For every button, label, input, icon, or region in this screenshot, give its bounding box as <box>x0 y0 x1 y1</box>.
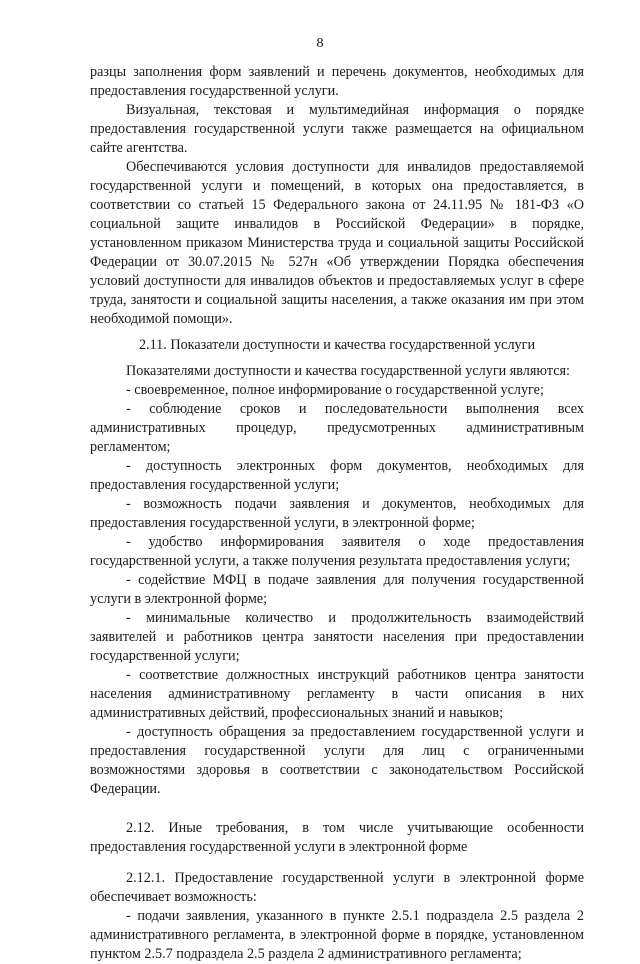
document-body <box>90 63 584 964</box>
section-heading-2-11: 2.11. Показатели доступности и качества государственной услуги <box>138 337 536 353</box>
list-item: - доступность электронных форм документов, необходимых для предоставления государственной услуги; <box>90 458 584 493</box>
list-item: - возможность подачи заявления и документов, необходимых для предоставления государственной услуги, в электронной форме; <box>90 496 584 531</box>
page-number: 8 <box>316 36 324 51</box>
paragraph-visual-info: Визуальная, текстовая и мультимедийная информация о порядке предоставления государственной услуги также размещается на официальном сайте агентства. <box>90 102 584 156</box>
list-item: - соответствие должностных инструкций работников центра занятости населения административному регламенту в части описания в них административных действий, профессиональных знаний и навыков; <box>90 667 584 721</box>
paragraph-indicators-intro: Показателями доступности и качества государственной услуги являются: <box>126 363 570 379</box>
list-item: - соблюдение сроков и последовательности выполнения всех административных процедур, предусмотренных административным регламентом; <box>90 401 584 455</box>
section-heading-2-12: 2.12. Иные требования, в том числе учитывающие особенности предоставления государственной услуги в электронной форме <box>90 820 584 855</box>
list-item: - доступность обращения за предоставлением государственной услуги и предоставления государственной услуги для лиц с ограниченными возможностями здоровья в соответствии с законодательством Российской Федерации. <box>90 724 584 797</box>
list-item: - минимальные количество и продолжительность взаимодействий заявителей и работников центра занятости населения при предоставлении государственной услуги; <box>90 610 584 664</box>
paragraph-2-12-1: 2.12.1. Предоставление государственной услуги в электронной форме обеспечивает возможность: <box>90 870 584 905</box>
paragraph-accessibility: Обеспечиваются условия доступности для инвалидов предоставляемой государственной услуги и помещений, в которых она предоставляется, в соответствии со статьей 15 Федерального закона от 24.11.95 № 181-ФЗ «О социальной защите инвалидов в Российской Федерации» в порядке, установленном приказом Министерства труда и социальной защиты Российской Федерации от 30.07.2015 № 527н «Об утверждении Порядка обеспечения условий доступности для инвалидов объектов и предоставляемых услуг в сфере труда, занятости и социальной защиты населения, а также оказания им при этом необходимой помощи». <box>90 159 584 327</box>
paragraph-continuation: разцы заполнения форм заявлений и перечень документов, необходимых для предоставления государственной услуги. <box>90 64 584 99</box>
list-item: - удобство информирования заявителя о ходе предоставления государственной услуги, а также получения результата предоставления услуги; <box>90 534 584 569</box>
list-item: - содействие МФЦ в подаче заявления для получения государственной услуги в электронной форме; <box>90 572 584 607</box>
list-item: - подачи заявления, указанного в пункте 2.5.1 подраздела 2.5 раздела 2 административного регламента, в электронной форме в порядке, установленном пунктом 2.5.7 подраздела 2.5 раздела 2 административного регламента; <box>90 908 584 962</box>
list-item: - своевременное, полное информирование о государственной услуге; <box>126 382 544 398</box>
